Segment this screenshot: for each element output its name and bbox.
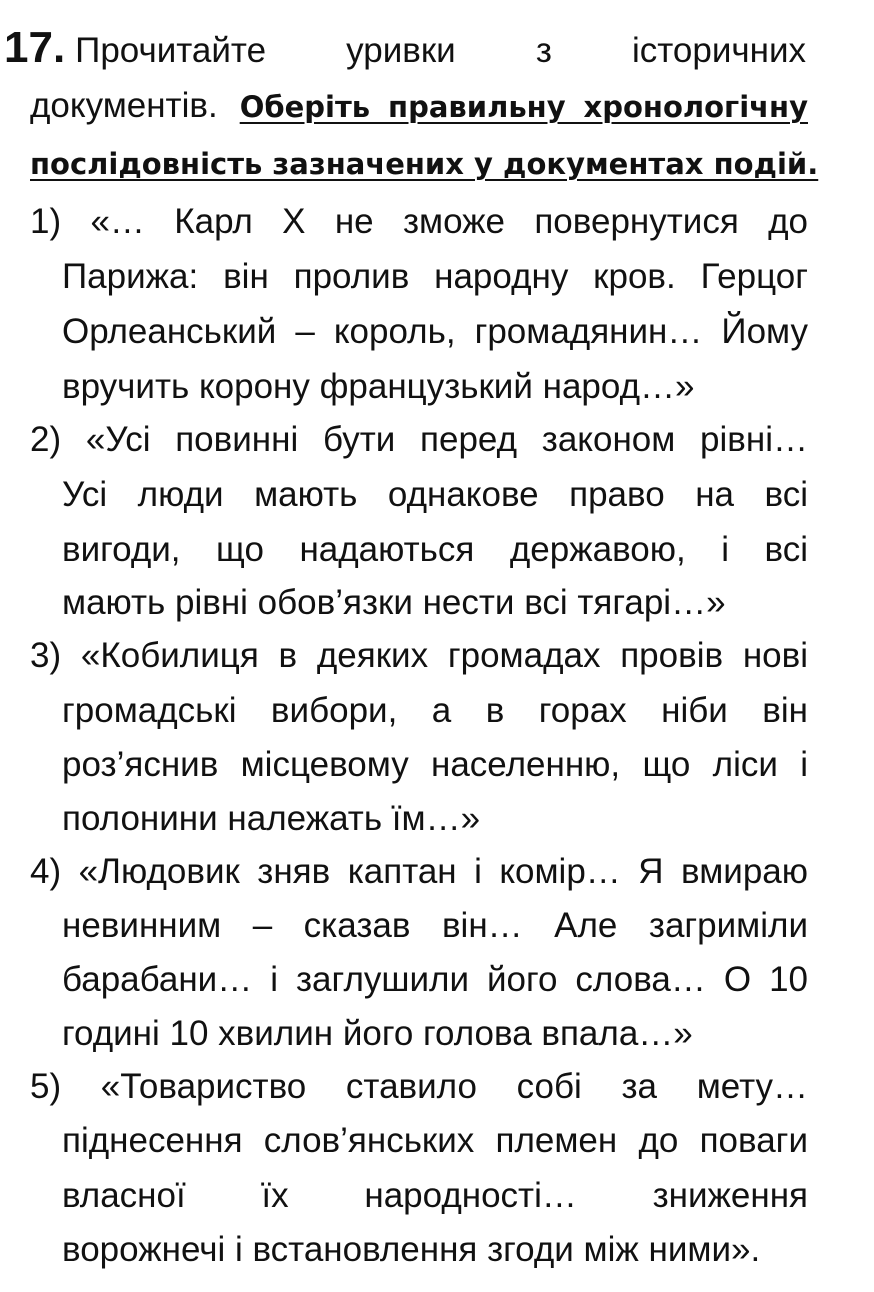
fragment-4-line-2: невинним – сказав він… Але загриміли [62,906,808,945]
fragment-3-line-3: роз’яснив місцевому населенню, що ліси і [62,745,808,784]
instruction-part-1: Оберіть правильну хронологічну [239,90,808,124]
fragment-4-line-3: барабани… і заглушили його слова… О 10 [62,960,808,999]
fragment-5-line-3: власної їх народності… зниження [62,1176,808,1215]
fragment-1-line-4: вручить корону французький народ…» [62,367,695,406]
fragment-4-line-4: годині 10 хвилин його голова впала…» [62,1014,693,1053]
fragment-1-line-1: 1) «… Карл Х не зможе повернутися до [30,202,808,241]
fragment-5-line-1: 5) «Товариство ставило собі за мету… [30,1067,808,1106]
question-intro-line [4,23,806,72]
fragment-5-line-4: ворожнечі і встановлення згоди між ними». [62,1230,761,1269]
fragment-2-line-1: 2) «Усі повинні бути перед законом рівні… [30,420,808,459]
fragment-1-line-3: Орлеанський – король, громадянин… Йому [62,312,808,351]
intro-second-line [30,86,808,127]
fragment-5-line-2: піднесення слов’янських племен до поваги [62,1121,808,1160]
fragment-2-line-4: мають рівні обов’язки нести всі тягарі…» [62,583,726,622]
question-number: 17. [4,23,66,72]
fragment-3-line-4: полонини належать їм…» [62,799,481,838]
fragment-3-line-1: 3) «Кобилиця в деяких громадах провів нові [30,636,808,675]
fragment-3-line-2: громадські вибори, а в горах ніби він [62,691,808,730]
intro-text: Прочитайте уривки з історичних [75,31,806,70]
fragment-1-line-2: Парижа: він пролив народну кров. Герцог [62,257,808,296]
fragment-4-line-1: 4) «Людовик зняв каптан і комір… Я вмираю [30,852,808,891]
fragment-2-line-2: Усі люди мають однакове право на всі [62,475,808,514]
intro-text-continued: документів. [30,86,218,125]
fragment-2-line-3: вигоди, що надаються державою, і всі [62,530,808,569]
instruction-part-2: послідовність зазначених у документах подій. [30,147,819,181]
